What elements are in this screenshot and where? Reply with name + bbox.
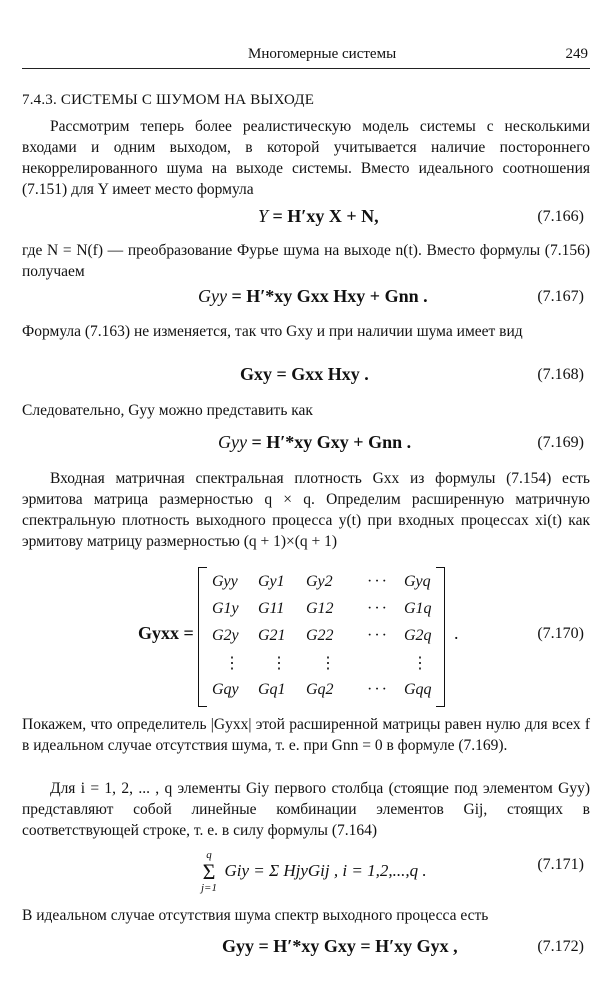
paragraph-4: Следовательно, Gyy можно представить как <box>22 402 313 419</box>
matrix-cell: Gyq <box>404 573 431 591</box>
paragraph-5: Входная матричная спектральная плотность Gxx из формулы (7.154) есть эрмитова матрица размерностью q × q. Определим расширенную матричную спектральную плотность выходного процесса y(t) при входных процессах xi(t) как эрмитову матрицу размерностью (q + 1)×(q + 1) <box>22 470 590 550</box>
eq166-rhs: = H′xy X + N, <box>272 206 379 226</box>
page-number: 249 <box>565 46 588 62</box>
equation-7-171 <box>22 842 590 892</box>
summation-sign <box>201 850 217 894</box>
paragraph-2: где N = N(f) — преобразование Фурье шума на выходе n(t). Вместо формулы (7.156) получаем <box>22 242 590 280</box>
matrix-cell: G2q <box>404 626 432 644</box>
matrix-right-bracket <box>436 567 445 707</box>
matrix-cell: G21 <box>258 626 286 644</box>
sum-upper-limit: q <box>206 849 212 861</box>
matrix-cell: ⋮ <box>271 654 289 672</box>
paragraph-6: Покажем, что определитель |Gyxx| этой расширенной матрицы равен нулю для всех f в идеальном случае отсутствия шума, т. е. при Gnn = 0 в формуле (7.169). <box>22 716 590 754</box>
eq169-lhs: Gyy <box>218 432 247 452</box>
matrix-cell: G12 <box>306 600 334 618</box>
page-header <box>22 46 590 68</box>
paragraph-8: В идеальном случае отсутствия шума спектр выходного процесса есть <box>22 907 489 924</box>
equation-7-167-expr <box>198 286 428 307</box>
eq172-text: Gyy = H′*xy Gxy = H′xy Gyx , <box>222 936 458 956</box>
paragraph-1: Рассмотрим теперь более реалистическую модель системы с несколькими входами и одним выходом, в которой учитывается наличие постороннего некоррелированного шума на выходе системы. Вместо идеального соотношения (7.151) для Y имеет место формула <box>22 118 590 198</box>
equation-7-168 <box>22 364 590 394</box>
equation-7-170 <box>22 563 590 709</box>
equation-7-167 <box>22 286 590 316</box>
equation-7-166-number: (7.166) <box>537 208 584 225</box>
matrix-cell: G2y <box>212 626 239 644</box>
equation-7-168-expr <box>240 364 369 385</box>
equation-7-168-number: (7.168) <box>537 366 584 383</box>
eq167-rhs: = H′*xy Gxx Hxy + Gnn . <box>231 286 428 306</box>
paragraph-3: Формула (7.163) не изменяется, так что Gxy и при наличии шума имеет вид <box>22 323 523 340</box>
equation-7-170-number: (7.170) <box>537 625 584 642</box>
running-title: Многомерные системы <box>248 46 397 62</box>
eq167-lhs: Gyy <box>198 286 227 306</box>
sum-lower-limit: j=1 <box>201 882 217 894</box>
matrix-label: Gyxx = <box>138 623 194 643</box>
sigma-symbol: Σ <box>202 859 216 884</box>
matrix-cell: Gq2 <box>306 680 334 698</box>
eq168-lhs: Gxy <box>240 364 273 384</box>
matrix-cell: G1q <box>404 600 432 618</box>
matrix-cell: ⋮ <box>224 654 242 672</box>
eq168-rhs: = Gxx Hxy . <box>276 364 369 384</box>
equation-7-169-expr <box>218 432 411 453</box>
matrix-period: . <box>454 623 459 643</box>
equation-7-172-number: (7.172) <box>537 938 584 955</box>
header-rule <box>22 68 590 69</box>
matrix-cell: ⋮ <box>412 654 430 672</box>
matrix-cell: ··· <box>367 680 389 698</box>
matrix-cell: ··· <box>367 600 389 618</box>
equation-7-166 <box>22 206 590 236</box>
matrix-left-bracket <box>198 567 207 707</box>
matrix-cell: G1y <box>212 600 239 618</box>
matrix-cell: G22 <box>306 626 334 644</box>
matrix-cell: Gy2 <box>306 573 333 591</box>
eq171-text: Giy = Σ HjyGij , i = 1,2,...,q . <box>224 861 427 881</box>
matrix-cell: ··· <box>367 626 389 644</box>
matrix-cell: Gyy <box>212 573 238 591</box>
equation-7-169-number: (7.169) <box>537 434 584 451</box>
equation-7-167-number: (7.167) <box>537 288 584 305</box>
eq169-rhs: = H′*xy Gxy + Gnn . <box>251 432 412 452</box>
equation-7-166-expr <box>258 206 379 227</box>
matrix-cell: ⋮ <box>320 654 338 672</box>
matrix-cell: Gy1 <box>258 573 285 591</box>
equation-7-172 <box>22 936 590 966</box>
matrix-cell: Gqy <box>212 680 239 698</box>
equation-7-171-number: (7.171) <box>537 856 584 873</box>
matrix-cell: Gq1 <box>258 680 286 698</box>
matrix-grid <box>208 569 438 703</box>
matrix-cell: Gqq <box>404 680 432 698</box>
equation-7-171-expr <box>198 850 427 894</box>
equation-7-169 <box>22 432 590 462</box>
eq166-lhs: Y <box>258 206 269 226</box>
matrix-cell: ··· <box>367 573 389 591</box>
equation-7-172-expr <box>222 936 458 957</box>
matrix-cell: G11 <box>258 600 285 618</box>
paragraph-7: Для i = 1, 2, ... , q элементы Giy первого столбца (стоящие под элементом Gyy) представляют собой линейные комбинации элементов Gij, стоящих в соответствующей строке, т. е. в силу формулы (7.164) <box>22 780 590 839</box>
section-title: 7.4.3. СИСТЕМЫ С ШУМОМ НА ВЫХОДЕ <box>22 92 315 108</box>
